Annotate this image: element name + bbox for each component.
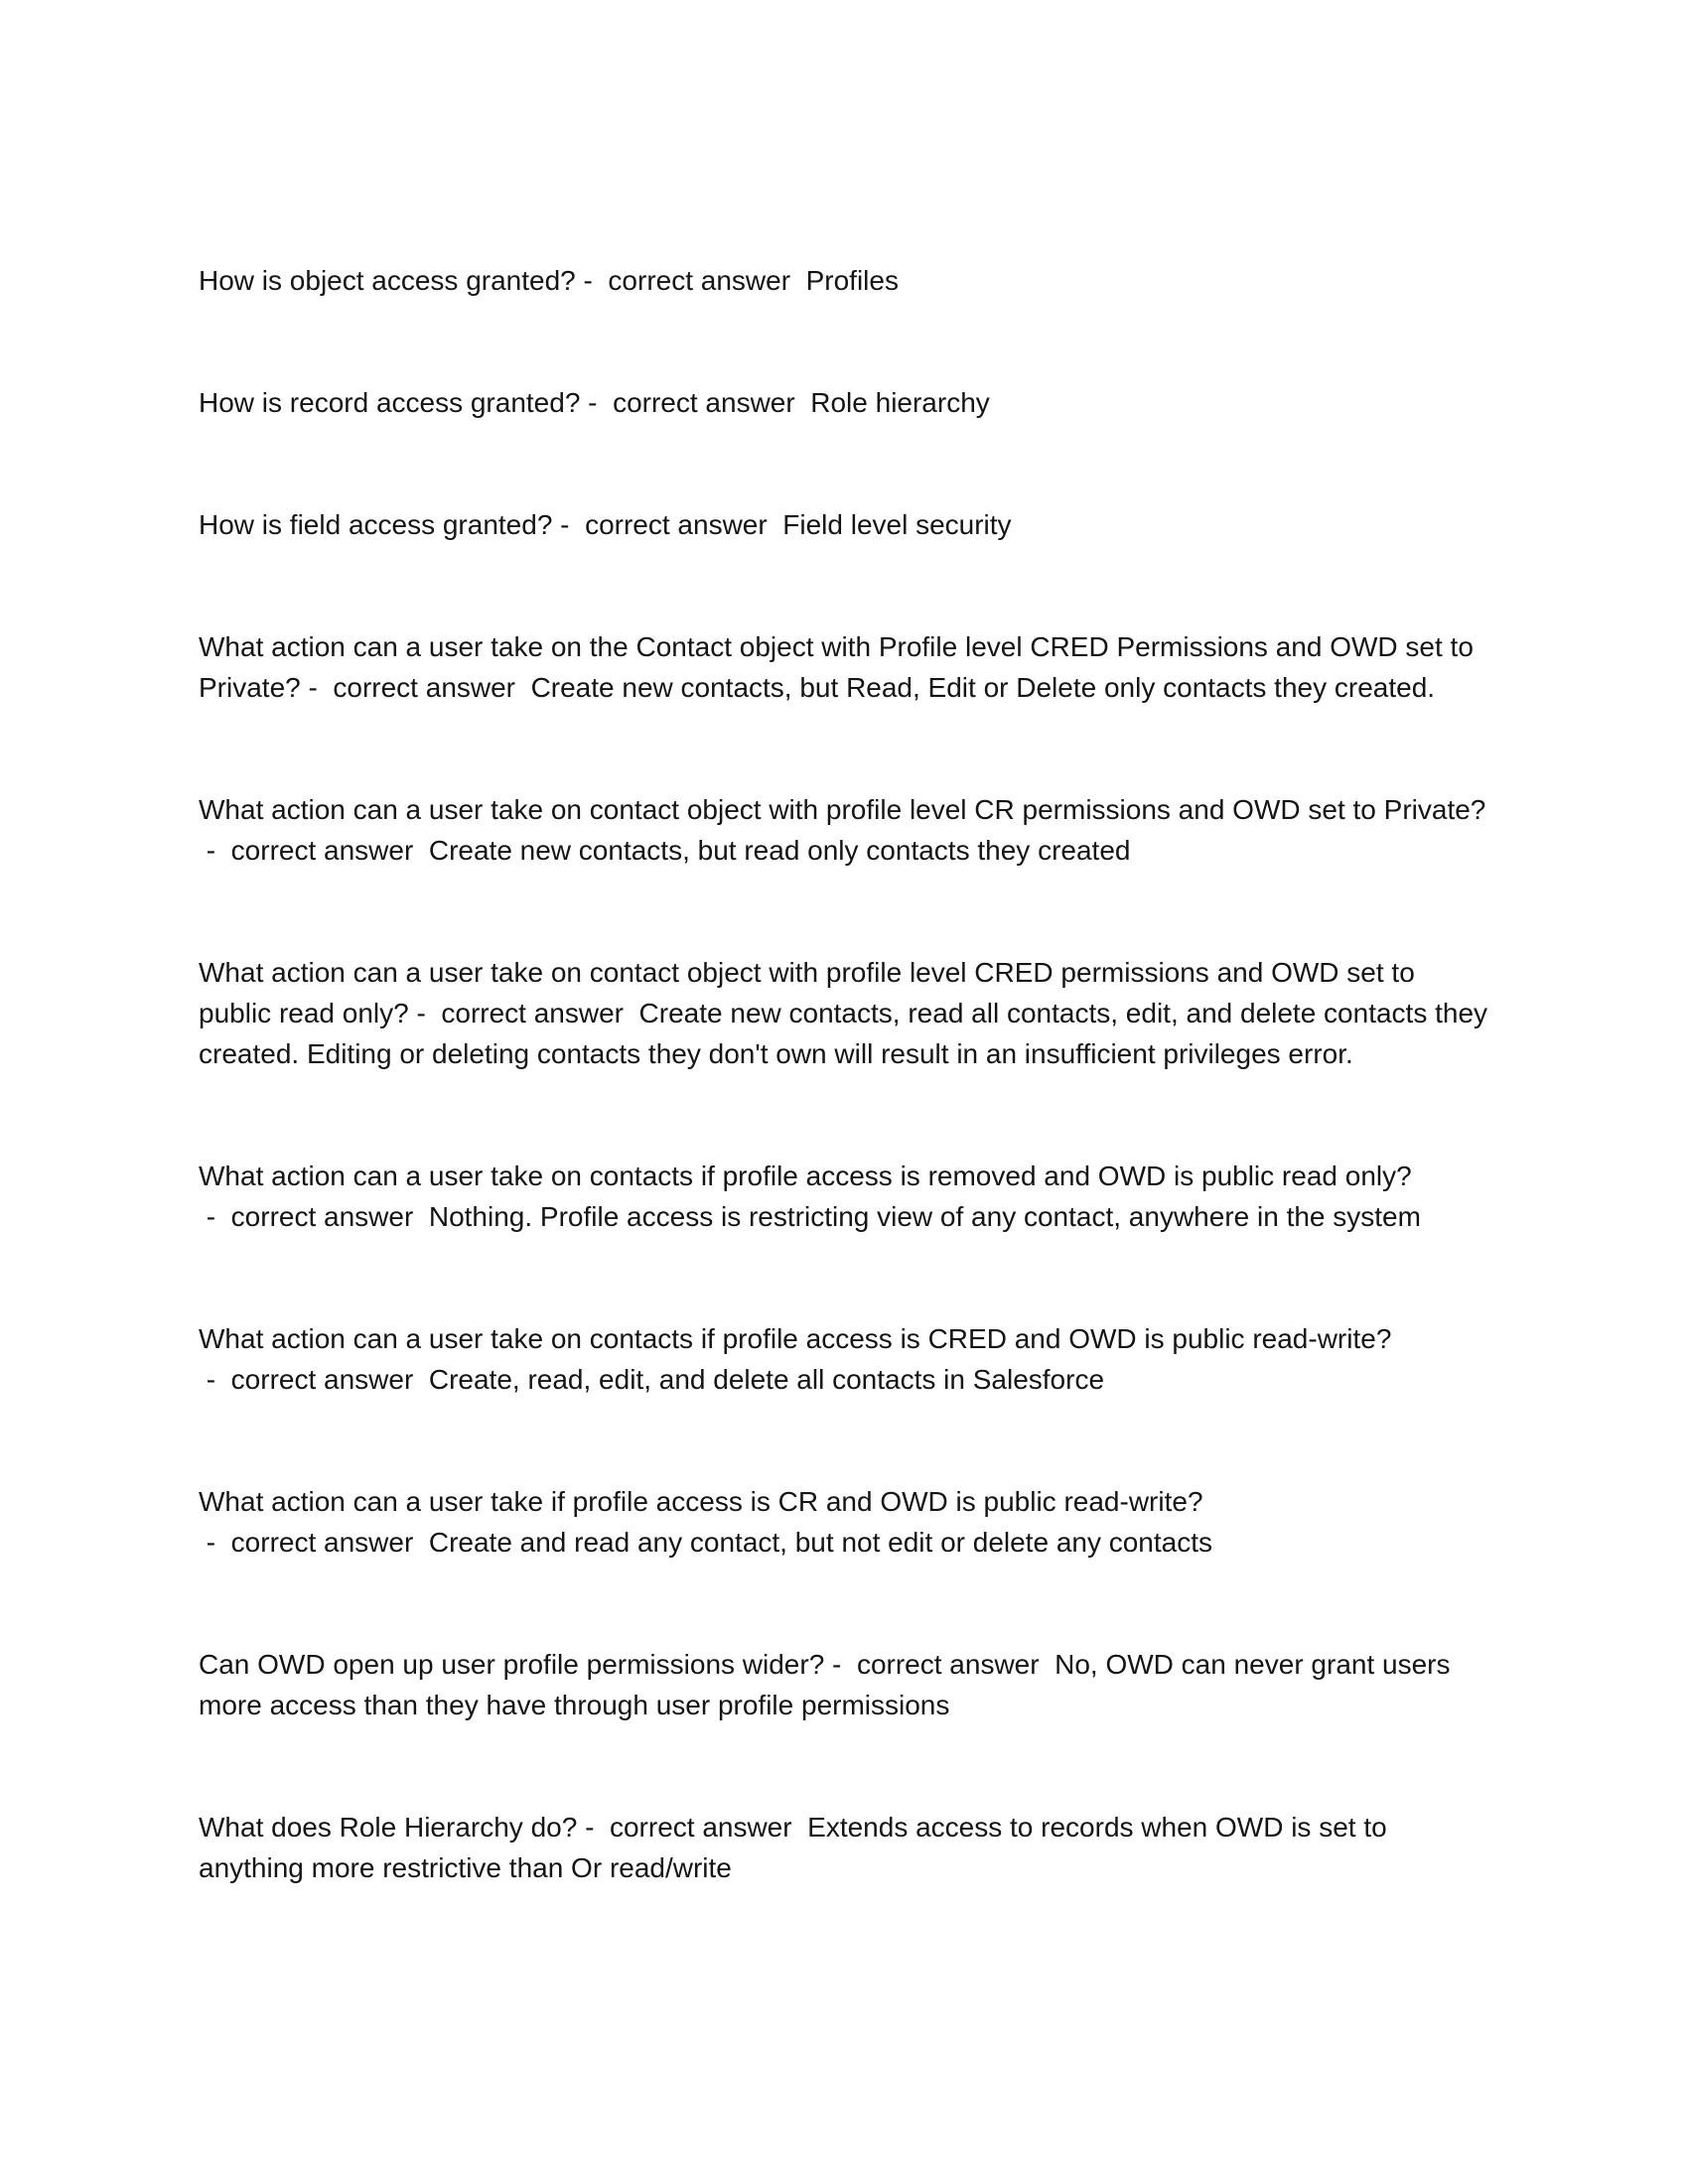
answer-label: correct answer xyxy=(613,387,811,418)
answer-text: No, OWD can never grant users more access than they have through user profile permissions xyxy=(199,1649,1451,1720)
answer-text: Extends access to records when OWD is set to anything more restrictive than Or read/write xyxy=(199,1812,1387,1883)
separator: - xyxy=(575,265,609,296)
separator: - xyxy=(199,835,231,866)
separator: - xyxy=(552,509,586,540)
answer-text: Create and read any contact, but not edit or delete any contacts xyxy=(428,1527,1213,1558)
answer-label: correct answer xyxy=(609,1812,808,1843)
qa-item xyxy=(199,1318,1489,1400)
answer-label: correct answer xyxy=(230,1364,429,1395)
qa-item xyxy=(199,1644,1489,1725)
answer-label: correct answer xyxy=(230,835,429,866)
qa-item xyxy=(199,952,1489,1074)
qa-item xyxy=(199,626,1489,708)
qa-item xyxy=(199,1807,1489,1888)
question-text: What action can a user take on the Contact object with Profile level CRED Permissions and OWD set to Private? xyxy=(199,631,1474,703)
separator: - xyxy=(577,1812,610,1843)
separator: - xyxy=(199,1527,231,1558)
separator: - xyxy=(300,672,334,703)
qa-item xyxy=(199,382,1489,423)
separator: - xyxy=(824,1649,857,1680)
qa-item xyxy=(199,260,1489,301)
separator: - xyxy=(408,998,442,1028)
question-text: What action can a user take on contact object with profile level CR permissions and OWD set to Private? xyxy=(199,794,1486,825)
separator: - xyxy=(580,387,614,418)
question-text: How is object access granted? xyxy=(199,265,576,296)
answer-label: correct answer xyxy=(230,1201,429,1232)
separator: - xyxy=(199,1364,231,1395)
answer-label: correct answer xyxy=(585,509,783,540)
question-text: What action can a user take on contact object with profile level CRED permissions and OWD set to public read only? xyxy=(199,957,1415,1028)
question-text: What action can a user take on contacts if profile access is removed and OWD is public read only? xyxy=(199,1160,1412,1191)
question-text: What does Role Hierarchy do? xyxy=(199,1812,578,1843)
answer-label: correct answer xyxy=(333,672,531,703)
qa-item xyxy=(199,1156,1489,1237)
answer-label: correct answer xyxy=(856,1649,1055,1680)
answer-text: Nothing. Profile access is restricting view of any contact, anywhere in the system xyxy=(428,1201,1421,1232)
qa-item xyxy=(199,789,1489,871)
qa-item xyxy=(199,504,1489,545)
qa-item xyxy=(199,1481,1489,1563)
qa-list xyxy=(199,260,1489,1970)
question-text: Can OWD open up user profile permissions wider? xyxy=(199,1649,825,1680)
separator: - xyxy=(199,1201,231,1232)
question-text: How is record access granted? xyxy=(199,387,581,418)
answer-text: Create new contacts, but Read, Edit or Delete only contacts they created. xyxy=(530,672,1436,703)
answer-text: Create, read, edit, and delete all contacts in Salesforce xyxy=(428,1364,1105,1395)
answer-text: Profiles xyxy=(805,265,899,296)
question-text: What action can a user take on contacts if profile access is CRED and OWD is public read-write? xyxy=(199,1323,1392,1354)
answer-text: Field level security xyxy=(782,509,1012,540)
question-text: What action can a user take if profile access is CR and OWD is public read-write? xyxy=(199,1486,1203,1517)
answer-label: correct answer xyxy=(608,265,806,296)
answer-label: correct answer xyxy=(441,998,639,1028)
question-text: How is field access granted? xyxy=(199,509,553,540)
answer-label: correct answer xyxy=(230,1527,429,1558)
answer-text: Role hierarchy xyxy=(810,387,990,418)
answer-text: Create new contacts, but read only contacts they created xyxy=(428,835,1131,866)
answer-text: Create new contacts, read all contacts, edit, and delete contacts they created. Editing or deleting contacts they don't own will result in an insufficient privileges error. xyxy=(199,998,1488,1069)
